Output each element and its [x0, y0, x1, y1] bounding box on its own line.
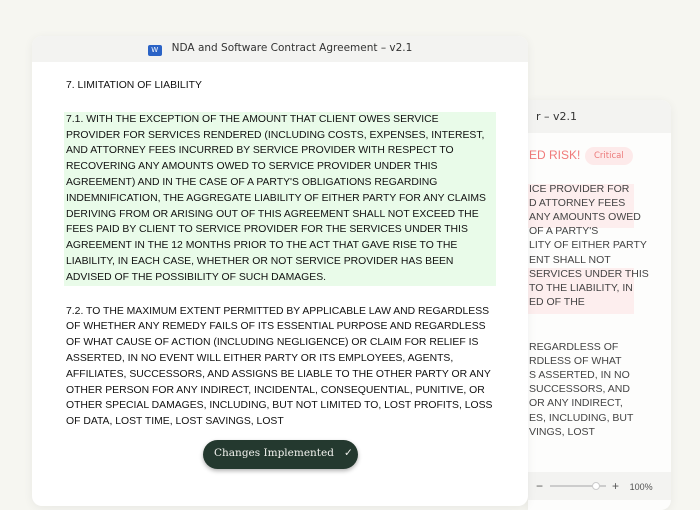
zoom-slider[interactable]: [550, 485, 606, 487]
back-text-line: OR ANY INDIRECT,: [529, 397, 623, 410]
risk-label: ED RISK!: [529, 148, 581, 162]
back-text-line: D ATTORNEY FEES: [529, 197, 626, 210]
word-icon: W: [148, 45, 162, 56]
back-text-line: REGARDLESS OF: [529, 341, 619, 353]
critical-badge: Critical: [585, 147, 633, 165]
check-icon: ✓: [343, 447, 353, 459]
toast-label: Changes Implemented: [214, 447, 334, 459]
back-text-line: ES, INCLUDING, BUT: [529, 411, 634, 424]
document-title: NDA and Software Contract Agreement – v2.1: [171, 42, 413, 54]
title-bar: [32, 36, 528, 62]
document-body[interactable]: [66, 78, 496, 448]
back-text-line: ENT SHALL NOT: [529, 253, 611, 266]
zoom-slider-thumb[interactable]: [592, 482, 600, 490]
back-text-line: SUCCESSORS, AND: [529, 383, 630, 396]
front-document-window: [32, 36, 528, 506]
zoom-in-button[interactable]: +: [612, 479, 620, 493]
section-heading: 7. LIMITATION OF LIABILITY: [66, 80, 202, 91]
back-text-line: ICE PROVIDER FOR: [529, 183, 630, 195]
clause-7-2: 7.2. TO THE MAXIMUM EXTENT PERMITTED BY APPLICABLE LAW AND REGARDLESS OF WHETHER ANY REMEDY FAILS OF ITS ESSENTIAL PURPOSE AND REGARDLESS OF WHAT CAUSE OF ACTION (INCLUDING NEGLIGENCE) OR CLAIM FOR RELIEF IS ASSERTED, IN NO EVENT WILL EITHER PARTY OR ITS EMPLOYEES, AGENTS, AFFILIATES, SUCCESSORS, AND ASSIGNS BE LIABLE TO THE OTHER PARTY OR ANY OTHER PERSON FOR ANY INDIRECT, INCIDENTAL, CONSEQUENTIAL, PUNITIVE, OR OTHER SPECIAL DAMAGES, INCLUDING, BUT NOT LIMITED TO, LOST PROFITS, LOSS OF DATA, LOST TIME, LOST SAVINGS, LOST: [66, 305, 493, 428]
back-text-line: SERVICES UNDER THIS: [529, 267, 649, 280]
zoom-out-button[interactable]: −: [536, 479, 544, 493]
back-window-title: r – v2.1: [528, 100, 671, 133]
back-text-line: VINGS, LOST: [529, 425, 595, 438]
changes-implemented-toast: [203, 440, 358, 469]
back-text-line: OF A PARTY'S: [529, 225, 599, 238]
back-text-line: LITY OF EITHER PARTY: [529, 239, 647, 252]
clause-7-1-highlighted: 7.1. WITH THE EXCEPTION OF THE AMOUNT THAT CLIENT OWES SERVICE PROVIDER FOR SERVICES RENDERED (INCLUDING COSTS, EXPENSES, INTEREST, AND ATTORNEY FEES INCURRED BY SERVICE PROVIDER WITH RESPECT TO RECOVERING ANY AMOUNTS OWED TO SERVICE PROVIDER UNDER THIS AGREEMENT) AND IN THE CASE OF A PARTY'S OBLIGATIONS REGARDING INDEMNIFICATION, THE AGGREGATE LIABILITY OF EITHER PARTY FOR ANY CLAIMS DERIVING FROM OR ARISING OUT OF THIS AGREEMENT SHALL NOT EXCEED THE FEES PAID BY CLIENT TO SERVICE PROVIDER FOR THE SERVICES UNDER THIS AGREEMENT IN THE 12 MONTHS PRIOR TO THE ACT THAT GAVE RISE TO THE LIABILITY, IN EACH CASE, WHETHER OR NOT SERVICE PROVIDER HAS BEEN ADVISED OF THE POSSIBILITY OF SUCH DAMAGES.: [64, 112, 496, 286]
back-document-window: [528, 100, 671, 510]
zoom-level: 100%: [629, 482, 653, 492]
back-text-line: TO THE LIABILITY, IN: [529, 281, 633, 294]
back-text-line: ANY AMOUNTS OWED: [529, 211, 641, 224]
back-text-line: ED OF THE: [529, 295, 585, 308]
back-text-line: S ASSERTED, IN NO: [529, 369, 630, 382]
back-text-line: RDLESS OF WHAT: [529, 355, 622, 368]
